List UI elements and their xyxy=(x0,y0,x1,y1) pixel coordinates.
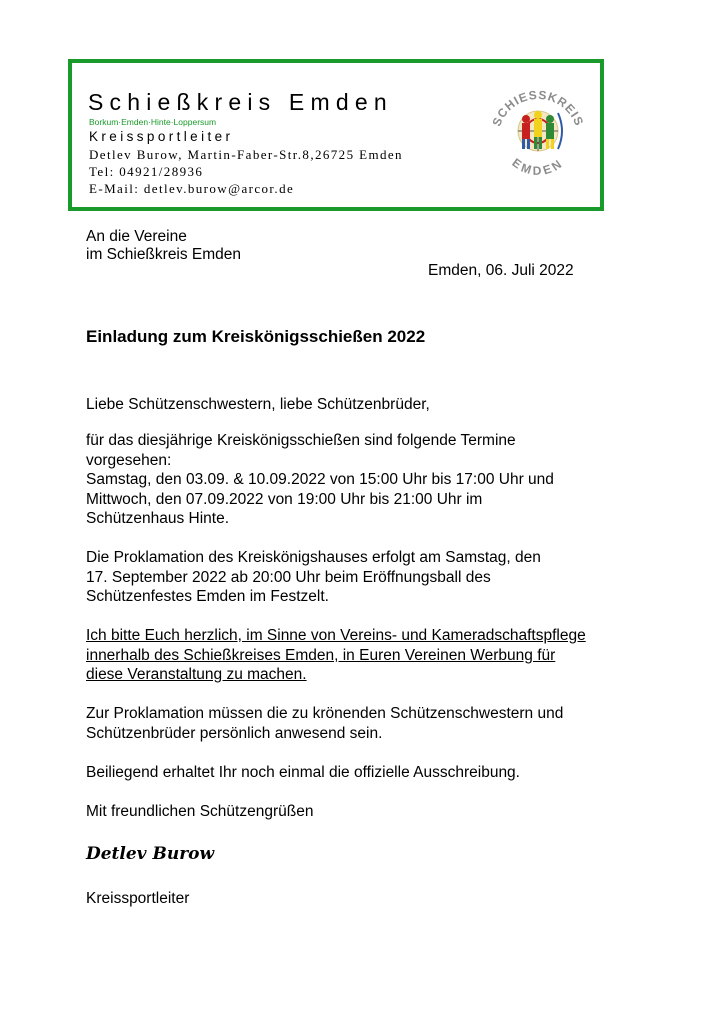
text-line: Samstag, den 03.09. & 10.09.2022 von 15:00 Uhr bis 17:00 Uhr und xyxy=(86,471,554,489)
text-line: Schützenbrüder persönlich anwesend sein. xyxy=(86,724,383,742)
club-title: Schießkreis Emden xyxy=(88,89,393,115)
recipient-line-1: An die Vereine xyxy=(86,228,187,245)
letterhead xyxy=(68,59,604,211)
text-line: für das diesjährige Kreiskönigsschießen sind folgende Termine xyxy=(86,432,516,449)
recipient-line-2: im Schießkreis Emden xyxy=(86,246,242,263)
text-line: Beiliegend erhaltet Ihr noch einmal die offizielle Ausschreibung. xyxy=(86,764,520,781)
signature: Detlev Burow xyxy=(86,844,215,864)
sender-email: E-Mail: detlev.burow@arcor.de xyxy=(89,181,295,196)
text-line: Schützenfestes Emden im Festzelt. xyxy=(86,588,329,606)
text-line: Ich bitte Euch herzlich, im Sinne von Vereins- und Kameradschaftspflege xyxy=(86,627,586,644)
sender-role: Kreissportleiter xyxy=(89,129,234,144)
svg-text:EMDEN: EMDEN xyxy=(509,155,567,178)
text-line: innerhalb des Schießkreises Emden, in Euren Vereinen Werbung für xyxy=(86,646,556,664)
sender-address: Detlev Burow, Martin-Faber-Str.8,26725 Emden xyxy=(89,147,403,162)
paragraph-closing xyxy=(86,802,313,822)
text-line: diese Veranstaltung zu machen. xyxy=(86,666,307,684)
text-line: Mit freundlichen Schützengrüßen xyxy=(86,803,314,820)
paragraph-proclamation xyxy=(86,548,541,607)
paragraph-dates xyxy=(86,431,554,529)
text-line: vorgesehen: xyxy=(86,451,172,469)
closing-role: Kreissportleiter xyxy=(86,890,190,907)
svg-text:SCHIESSKREIS: SCHIESSKREIS xyxy=(489,87,587,129)
text-line: 17. September 2022 ab 20:00 Uhr beim Eröffnungsball des xyxy=(86,568,491,586)
text-line: Die Proklamation des Kreiskönigshauses erfolgt am Samstag, den xyxy=(86,549,541,566)
text-line: Zur Proklamation müssen die zu krönenden Schützenschwestern und xyxy=(86,705,564,722)
text-line: Mittwoch, den 07.09.2022 von 19:00 Uhr bis 21:00 Uhr im xyxy=(86,490,483,508)
sender-phone: Tel: 04921/28936 xyxy=(89,164,204,179)
salutation: Liebe Schützenschwestern, liebe Schützenbrüder, xyxy=(86,396,430,413)
paragraph-request xyxy=(86,626,586,685)
paragraph-enclosure xyxy=(86,763,520,783)
letter-date: Emden, 06. Juli 2022 xyxy=(428,262,574,279)
paragraph-attendance xyxy=(86,704,563,743)
letter-subject: Einladung zum Kreiskönigsschießen 2022 xyxy=(86,327,426,346)
club-logo-icon xyxy=(488,77,588,187)
text-line: Schützenhaus Hinte. xyxy=(86,510,230,528)
club-towns: Borkum·Emden·Hinte·Loppersum xyxy=(89,117,217,127)
